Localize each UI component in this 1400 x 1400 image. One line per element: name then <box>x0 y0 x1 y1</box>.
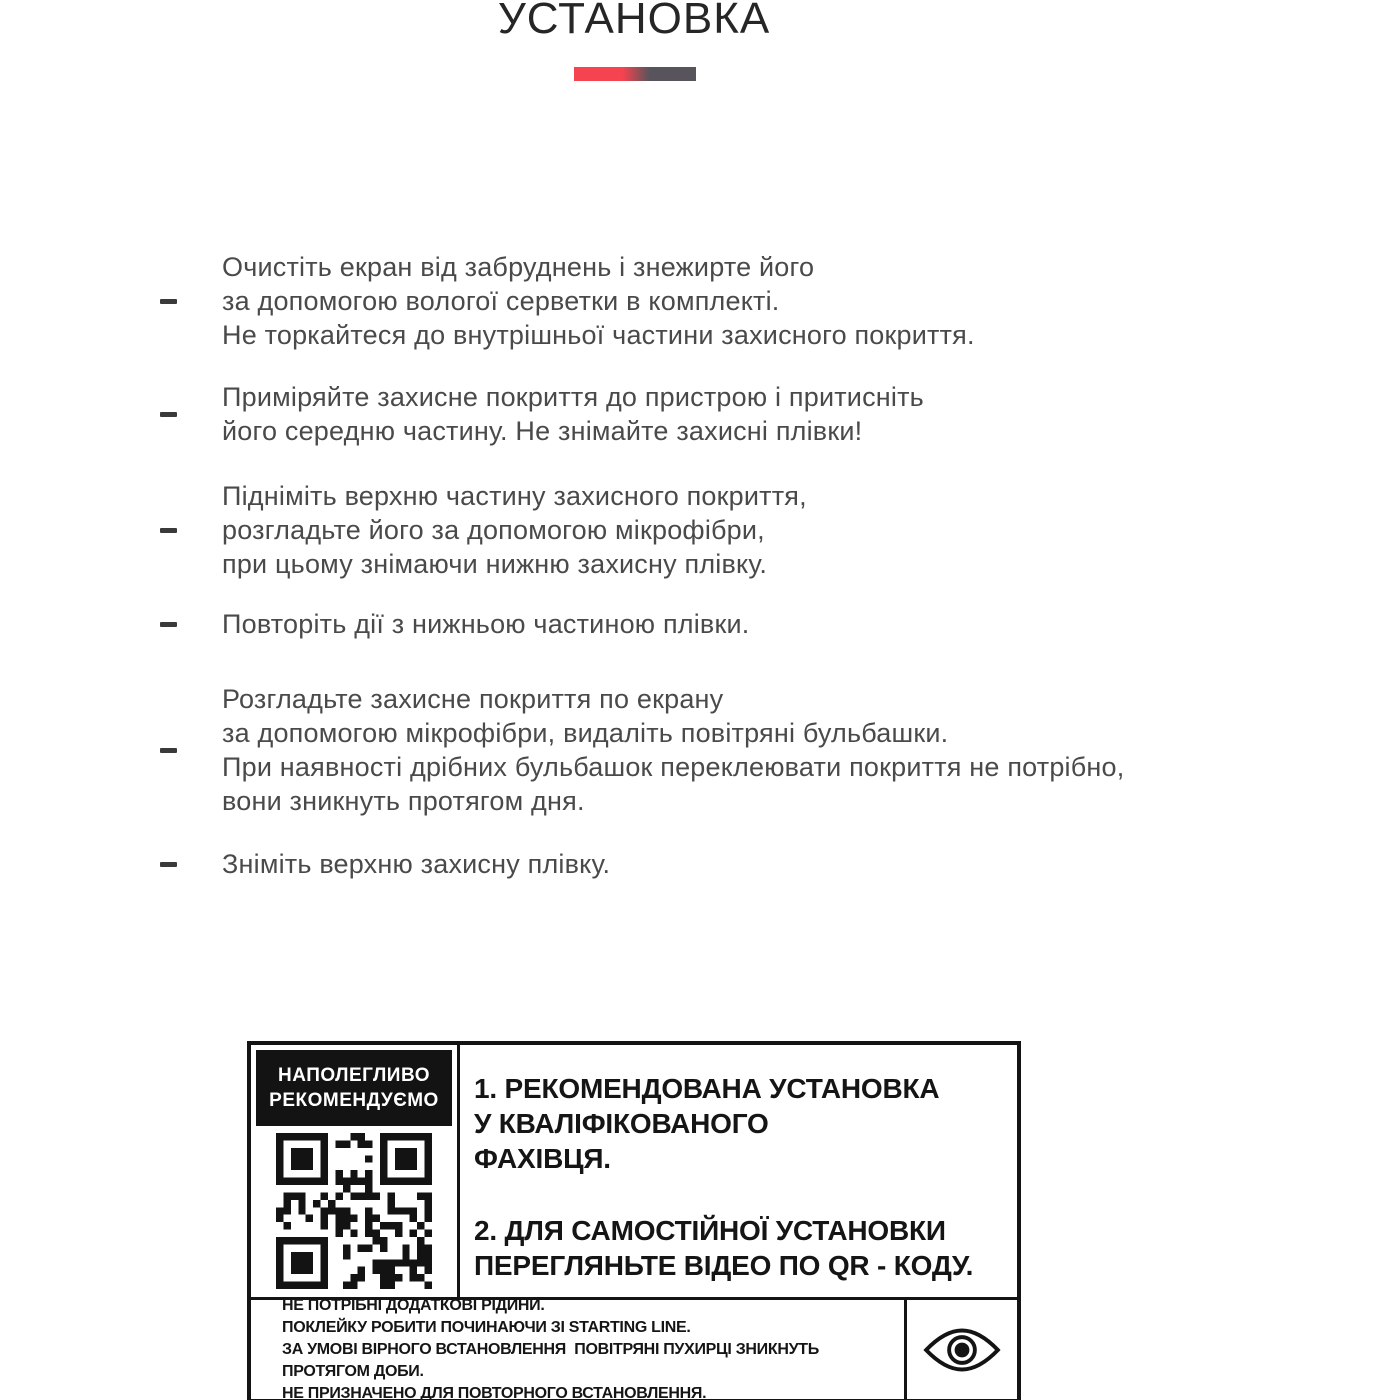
title-divider-bar <box>574 67 696 81</box>
bullet-dash <box>160 412 177 417</box>
recommendation-box-bottom <box>251 1297 1017 1399</box>
step-line: його середню частину. Не знімайте захисні плівки! <box>222 416 863 446</box>
footnote-line: НЕ ПОТРІБНІ ДОДАТКОВІ РІДИНИ. <box>282 1296 545 1314</box>
footnote-line: ЗА УМОВІ ВІРНОГО ВСТАНОВЛЕННЯ ПОВІТРЯНІ ПУХИРЦІ ЗНИКНУТЬ ПРОТЯГОМ ДОБИ. <box>282 1340 828 1380</box>
rec-line: 1. РЕКОМЕНДОВАНА УСТАНОВКА <box>474 1073 940 1104</box>
step-line: Очистіть екран від забруднень і знежирте його <box>222 252 815 282</box>
footnote-line: ПОКЛЕЙКУ РОБИТИ ПОЧИНАЮЧИ ЗІ STARTING LINE. <box>282 1318 691 1336</box>
eye-icon <box>907 1300 1017 1399</box>
recommendation-box-left-cell <box>251 1045 460 1297</box>
page-title: УСТАНОВКА <box>497 0 771 43</box>
step-line: Приміряйте захисне покриття до пристрою і притисніть <box>222 382 924 412</box>
step-line: при цьому знімаючи нижню захисну плівку. <box>222 549 768 579</box>
step-line: за допомогою мікрофібри, видаліть повітряні бульбашки. <box>222 718 949 748</box>
instruction-step-4 <box>160 607 749 641</box>
recommendation-item-1 <box>474 1071 1007 1176</box>
header-line: РЕКОМЕНДУЄМО <box>269 1090 439 1111</box>
step-line: Зніміть верхню захисну плівку. <box>222 849 611 879</box>
rec-line: ФАХІВЦЯ. <box>474 1143 611 1174</box>
rec-line: 2. ДЛЯ САМОСТІЙНОЇ УСТАНОВКИ <box>474 1215 946 1246</box>
bullet-dash <box>160 528 177 533</box>
recommendation-box-text-cell <box>460 1045 1017 1297</box>
step-line: Підніміть верхню частину захисного покриття, <box>222 481 807 511</box>
step-line: Не торкайтеся до внутрішньої частини захисного покриття. <box>222 320 975 350</box>
instruction-step-3 <box>160 479 807 581</box>
recommendation-box <box>247 1041 1021 1400</box>
bullet-dash <box>160 862 177 867</box>
instruction-step-2 <box>160 380 924 448</box>
step-line: вони зникнуть протягом дня. <box>222 786 585 816</box>
rec-line: ПЕРЕГЛЯНЬТЕ ВІДЕО ПО QR - КОДУ. <box>474 1250 974 1281</box>
strongly-recommend-header <box>256 1050 452 1126</box>
rec-line: У КВАЛІФІКОВАНОГО <box>474 1108 769 1139</box>
header-line: НАПОЛЕГЛИВО <box>278 1065 430 1086</box>
instruction-step-1 <box>160 250 975 352</box>
bullet-dash <box>160 622 177 627</box>
recommendation-box-top <box>251 1045 1017 1297</box>
step-line: Повторіть дії з нижньою частиною плівки. <box>222 609 750 639</box>
footnotes <box>251 1296 907 1400</box>
instruction-step-5 <box>160 682 1124 818</box>
step-line: розгладьте його за допомогою мікрофібри, <box>222 515 765 545</box>
recommendation-item-2 <box>474 1213 1007 1283</box>
footnote-line: НЕ ПРИЗНАЧЕНО ДЛЯ ПОВТОРНОГО ВСТАНОВЛЕННЯ. <box>282 1384 707 1400</box>
bullet-dash <box>160 299 177 304</box>
bullet-dash <box>160 748 177 753</box>
step-line: При наявності дрібних бульбашок переклеювати покриття не потрібно, <box>222 752 1125 782</box>
instruction-step-6 <box>160 847 610 881</box>
step-line: за допомогою вологої серветки в комплекті. <box>222 286 780 316</box>
qr-code-icon <box>276 1133 432 1289</box>
step-line: Розгладьте захисне покриття по екрану <box>222 684 724 714</box>
